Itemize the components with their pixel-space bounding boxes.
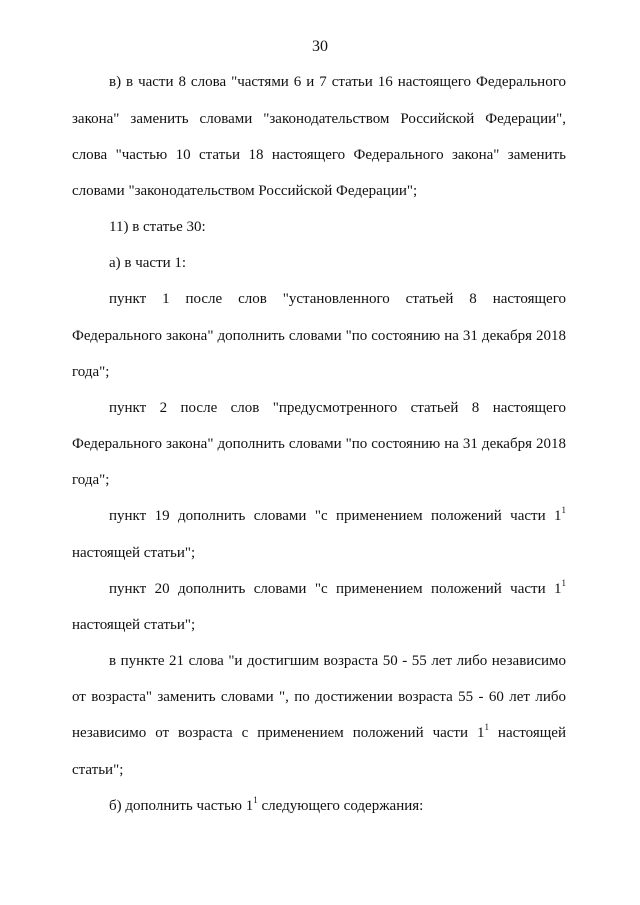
text-line — [109, 580, 566, 598]
text-line: пункт 1 после слов "установленного статьей 8 настоящего — [109, 291, 566, 307]
page-number: 30 — [312, 38, 328, 55]
text-line — [109, 507, 566, 525]
text-fragment: пункт 19 дополнить словами "с применением положений части 1 — [109, 508, 562, 524]
text-line: 11) в статье 30: — [109, 219, 206, 235]
text-line: настоящей статьи"; — [72, 545, 196, 561]
text-line: статьи"; — [72, 762, 124, 778]
text-line — [109, 797, 566, 815]
superscript: 1 — [561, 578, 566, 588]
text-line: от возраста" заменить словами ", по достижении возраста 55 - 60 лет либо — [72, 689, 566, 705]
text-line: года"; — [72, 364, 110, 380]
text-line: Федерального закона" дополнить словами "по состоянию на 31 декабря 2018 — [72, 328, 566, 344]
superscript: 1 — [561, 505, 566, 515]
text-fragment: следующего содержания: — [257, 798, 424, 814]
text-line: в пункте 21 слова "и достигшим возраста 50 - 55 лет либо независимо — [109, 653, 566, 669]
text-fragment: б) дополнить частью 1 — [109, 798, 254, 814]
text-line — [72, 724, 566, 742]
text-line: настоящей статьи"; — [72, 617, 196, 633]
text-line: пункт 2 после слов "предусмотренного статьей 8 настоящего — [109, 400, 566, 416]
text-line: Федерального закона" дополнить словами "по состоянию на 31 декабря 2018 — [72, 436, 566, 452]
text-line: закона" заменить словами "законодательством Российской Федерации", — [72, 111, 566, 127]
text-fragment: пункт 20 дополнить словами "с применением положений части 1 — [109, 581, 562, 597]
text-fragment: независимо от возраста с применением положений части 1 — [72, 725, 485, 741]
text-line: словами "законодательством Российской Федерации"; — [72, 183, 418, 199]
text-fragment: настоящей — [488, 725, 566, 741]
text-line: а) в части 1: — [109, 255, 187, 271]
superscript: 1 — [253, 795, 258, 805]
superscript: 1 — [484, 722, 489, 732]
text-line: в) в части 8 слова "частями 6 и 7 статьи 16 настоящего Федерального — [109, 74, 566, 90]
text-line: слова "частью 10 статьи 18 настоящего Федерального закона" заменить — [72, 147, 566, 163]
text-line: года"; — [72, 472, 110, 488]
